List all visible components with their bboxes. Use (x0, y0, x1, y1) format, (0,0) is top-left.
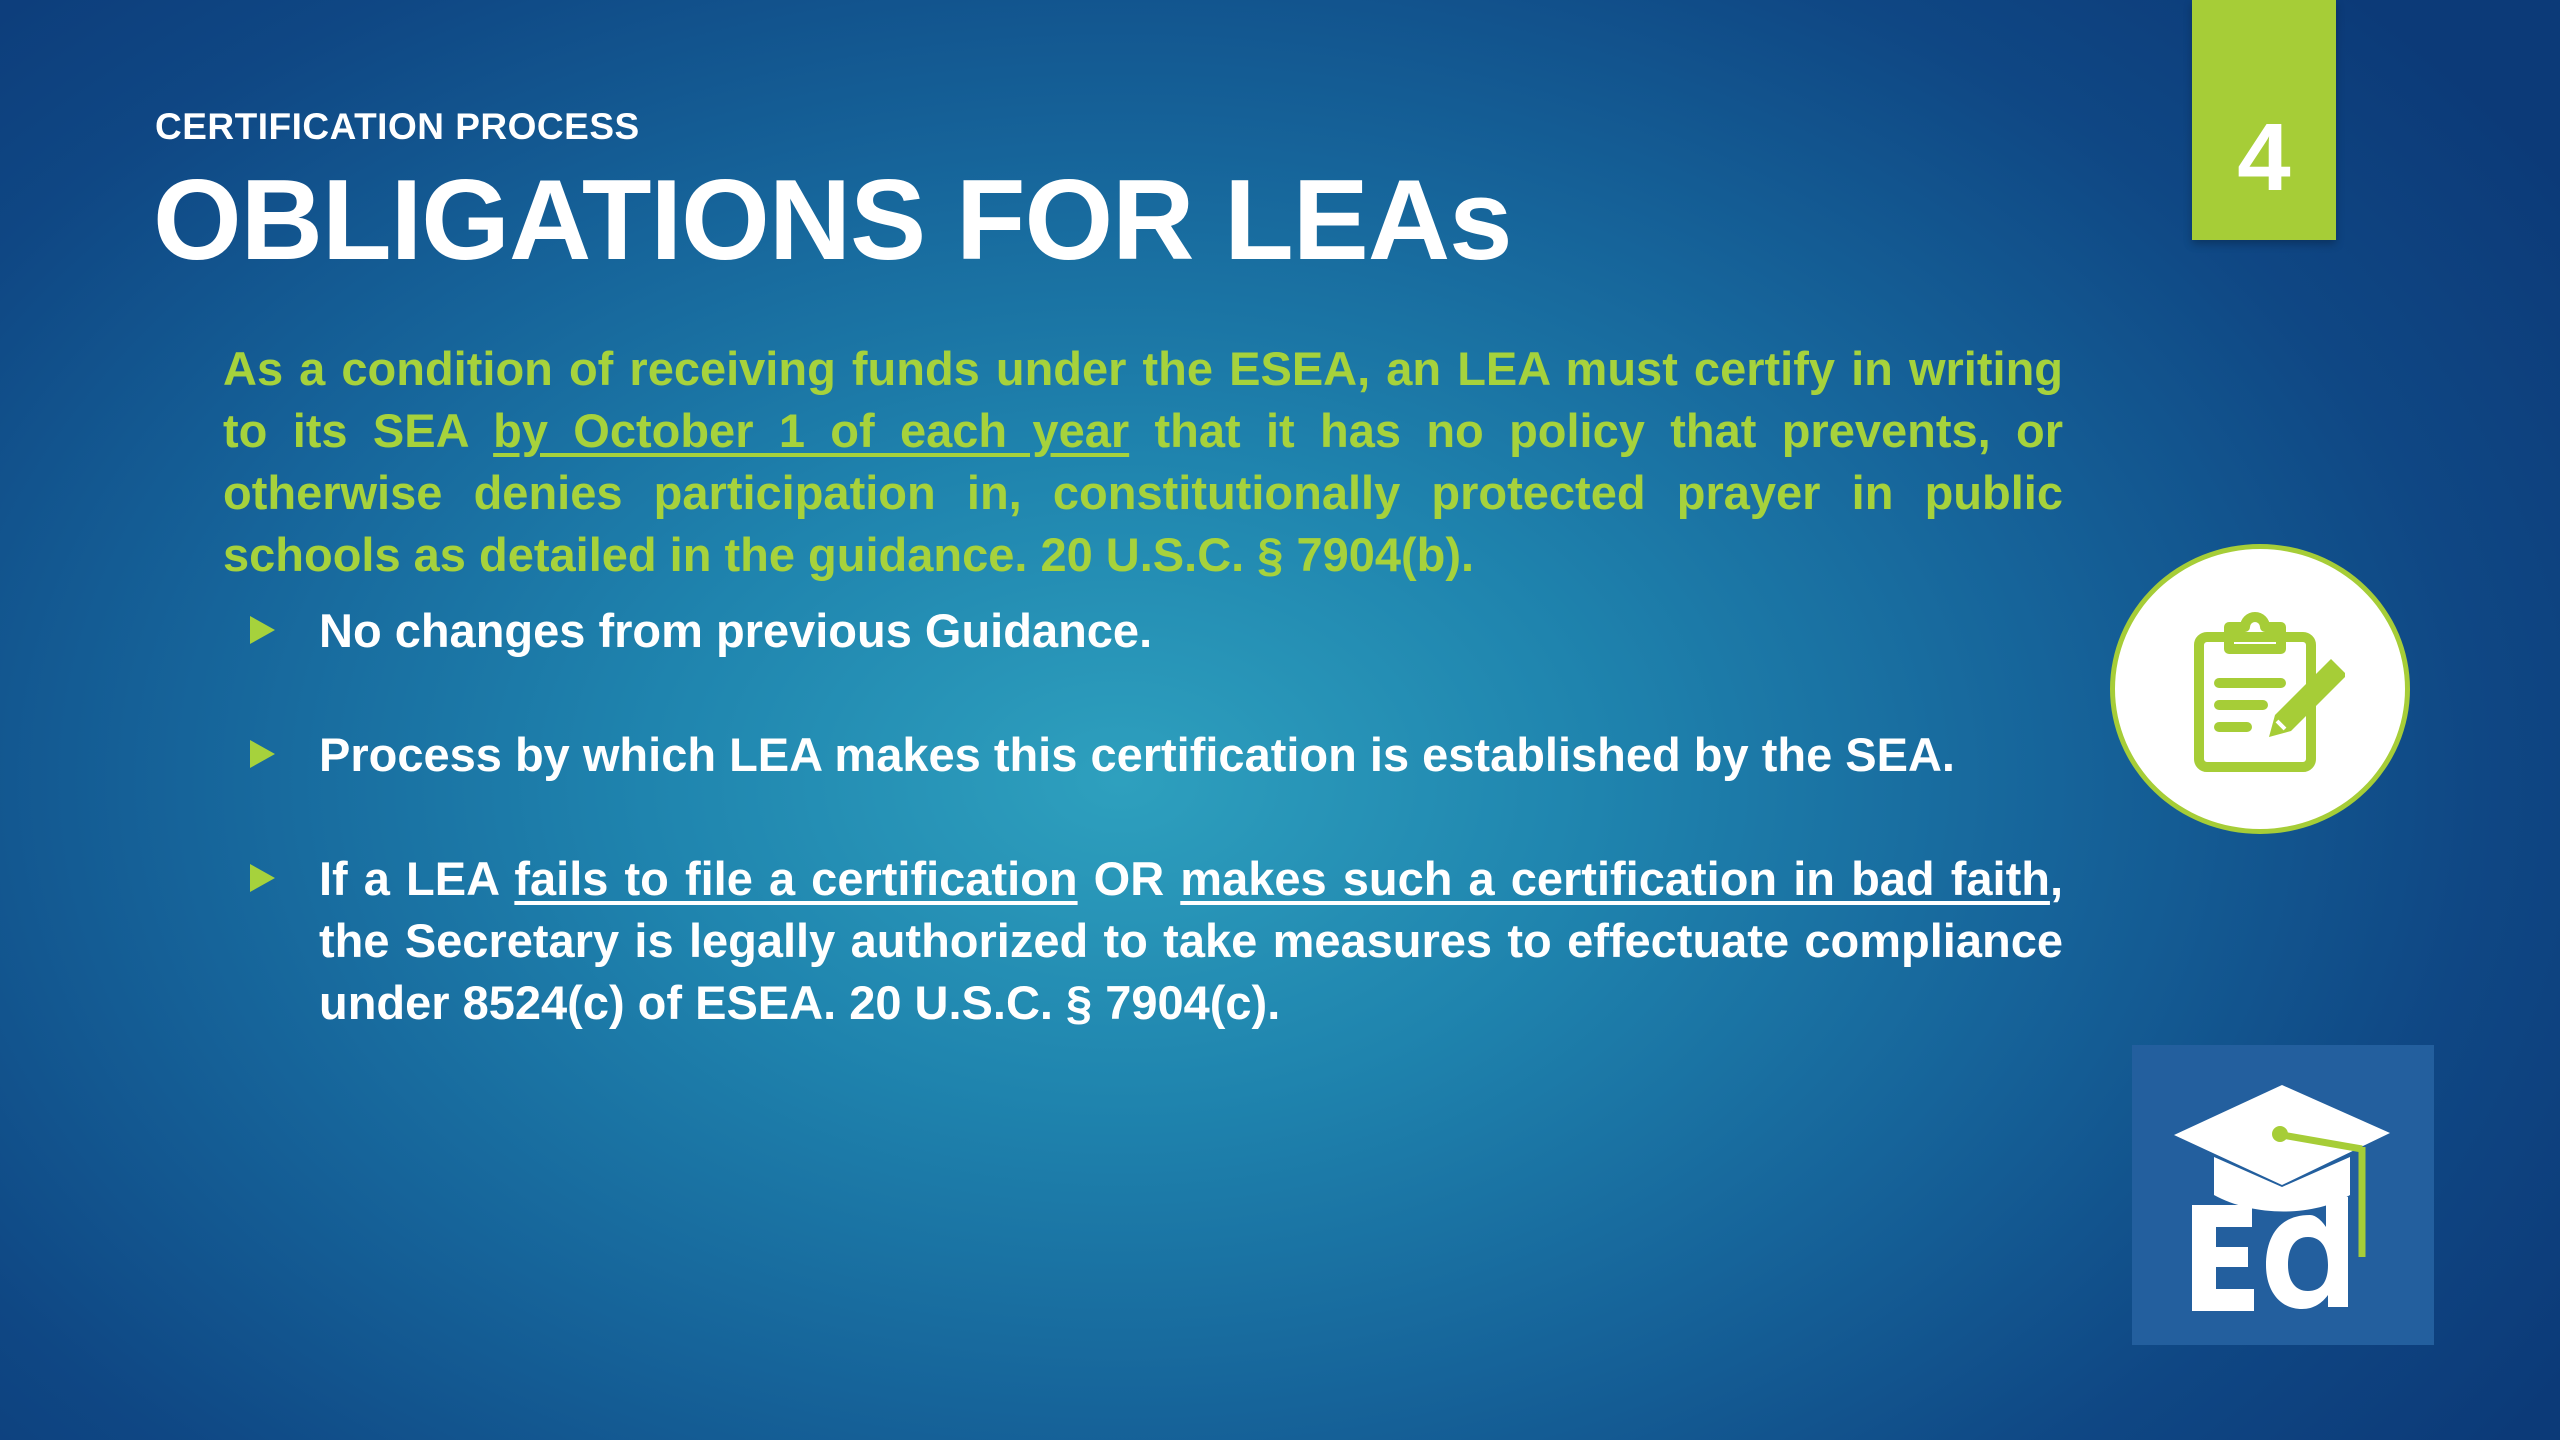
bullet-text: OR (1077, 852, 1181, 905)
triangle-bullet-icon (250, 740, 275, 768)
clipboard-badge (2110, 544, 2410, 834)
section-label: CERTIFICATION PROCESS (155, 106, 640, 147)
bullet-underlined-fails: fails to file a certification (514, 852, 1078, 905)
bullet-item (245, 724, 2063, 786)
intro-paragraph (223, 338, 2063, 586)
slide-number: 4 (2237, 104, 2291, 211)
bullet-text: Process by which LEA makes this certification is established by the SEA. (319, 728, 1955, 781)
intro-text-1: As a condition of receiving funds under the ESEA, an LEA must certify in writing to its SEA (223, 342, 2063, 457)
bullet-list (245, 600, 2063, 1096)
bullet-text: No changes from previous Guidance. (319, 604, 1153, 657)
slide-number-badge (2192, 0, 2336, 240)
intro-deadline: by October 1 of each year (493, 404, 1130, 457)
bullet-item (245, 848, 2063, 1034)
triangle-bullet-icon (250, 616, 275, 644)
education-department-logo (2132, 1045, 2434, 1345)
bullet-underlined-bad-faith: makes such a certification in bad faith (1180, 852, 2050, 905)
bullet-item (245, 600, 2063, 662)
page-title: OBLIGATIONS FOR LEAs (153, 157, 1512, 284)
intro-text-2: that it has no policy that prevents, or otherwise denies participation in, constitutionally protected prayer in public schools as detailed in the guidance. 20 U.S.C. § 7904(b). (223, 404, 2064, 581)
bullet-text: , the Secretary is legally authorized to take measures to effectuate compliance under 8524(c) of ESEA. 20 U.S.C. § 7904(c). (319, 852, 2063, 1029)
ed-logo-icon (2132, 1045, 2434, 1345)
bullet-text: If a LEA (319, 852, 515, 905)
clipboard-pencil-icon (2185, 609, 2345, 779)
triangle-bullet-icon (250, 864, 275, 892)
